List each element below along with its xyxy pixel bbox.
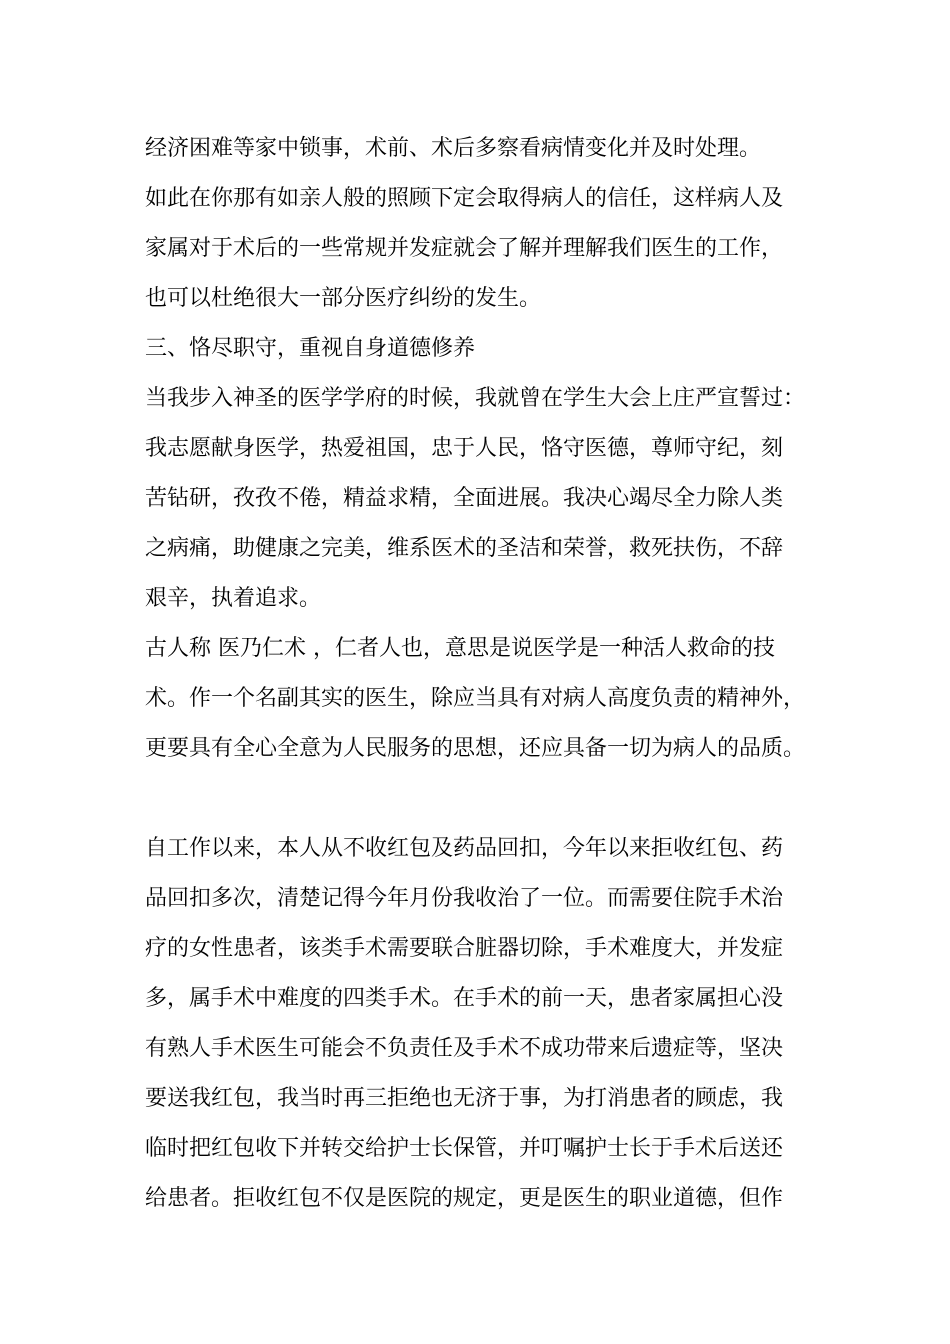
text-line: 给患者。拒收红包不仅是医院的规定，更是医生的职业道德，但作	[145, 1186, 784, 1211]
text-line: 术。作一个名副其实的医生，除应当具有对病人高度负责的精神外，	[145, 686, 806, 711]
text-line: 多，属手术中难度的四类手术。在手术的前一天，患者家属担心没	[145, 986, 784, 1011]
text-line: 之病痛，助健康之完美，维系医术的圣洁和荣誉，救死扶伤，不辞	[145, 536, 784, 561]
text-line: 更要具有全心全意为人民服务的思想，还应具备一切为病人的品质。	[145, 736, 806, 761]
text-line: 我志愿献身医学，热爱祖国，忠于人民，恪守医德，尊师守纪，刻	[145, 436, 784, 461]
text-line: 品回扣多次，清楚记得今年月份我收治了一位。而需要住院手术治	[145, 886, 784, 911]
text-line: 要送我红包，我当时再三拒绝也无济于事，为打消患者的顾虑，我	[145, 1086, 784, 1111]
text-line: 古人称 医乃仁术 ，仁者人也，意思是说医学是一种活人救命的技	[145, 636, 775, 661]
text-line: 如此在你那有如亲人般的照顾下定会取得病人的信任，这样病人及	[145, 186, 784, 211]
text-line: 临时把红包收下并转交给护士长保管，并叮嘱护士长于手术后送还	[145, 1136, 784, 1161]
text-line: 疗的女性患者，该类手术需要联合脏器切除，手术难度大，并发症	[145, 936, 784, 961]
text-line: 经济困难等家中锁事，术前、术后多察看病情变化并及时处理。	[145, 136, 762, 161]
text-line: 艰辛，执着追求。	[145, 586, 322, 611]
text-line: 当我步入神圣的医学学府的时候，我就曾在学生大会上庄严宣誓过：	[145, 386, 806, 411]
text-line: 有熟人手术医生可能会不负责任及手术不成功带来后遗症等，坚决	[145, 1036, 784, 1061]
section-heading: 三、恪尽职守，重视自身道德修养	[145, 336, 476, 361]
text-line: 自工作以来，本人从不收红包及药品回扣，今年以来拒收红包、药	[145, 836, 784, 861]
text-line: 苦钻研，孜孜不倦，精益求精，全面进展。我决心竭尽全力除人类	[145, 486, 784, 511]
text-line: 家属对于术后的一些常规并发症就会了解并理解我们医生的工作，	[145, 236, 784, 261]
text-line: 也可以杜绝很大一部分医疗纠纷的发生。	[145, 286, 542, 311]
